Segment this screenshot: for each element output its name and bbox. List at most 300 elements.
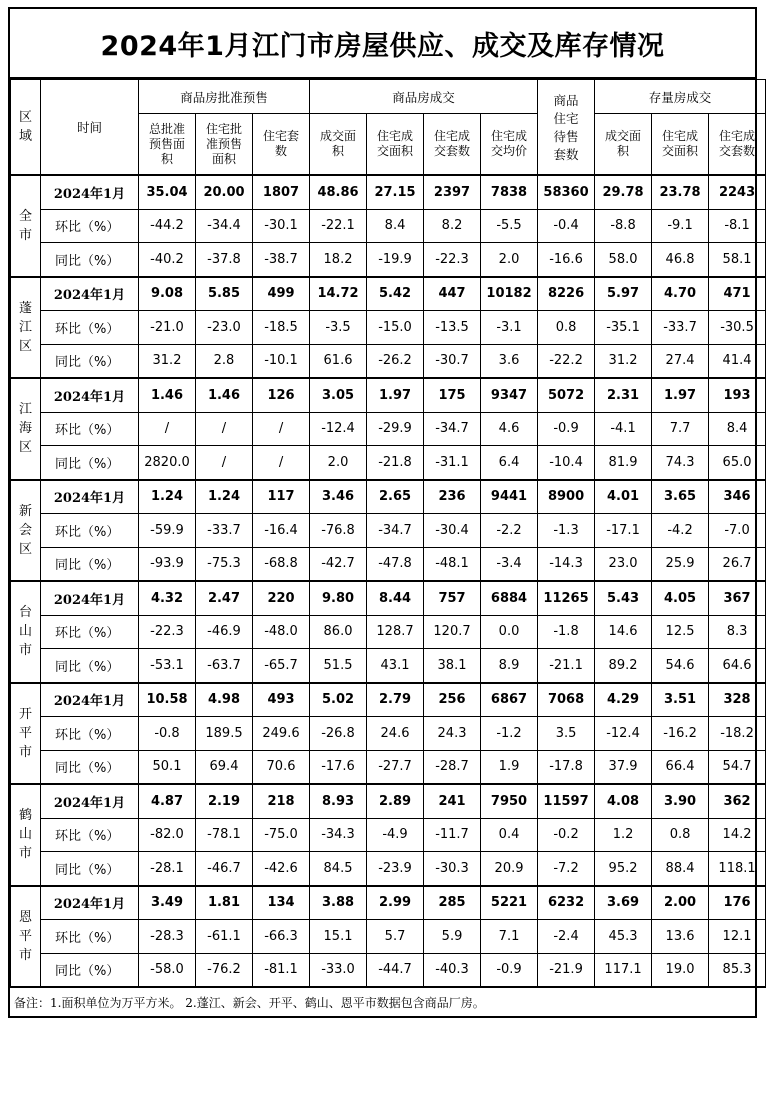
table-cell: -3.4 [481,547,538,581]
table-row [11,547,766,581]
table-row [11,175,766,209]
table-cell: 4.98 [196,683,253,717]
table-cell: 50.1 [139,750,196,784]
table-cell: 3.88 [310,886,367,920]
table-row [11,852,766,886]
table-cell: -16.6 [538,243,595,277]
table-cell: -4.1 [595,412,652,446]
table-cell: -46.7 [196,852,253,886]
table-cell: -23.9 [367,852,424,886]
table-row [11,920,766,954]
table-cell: -2.4 [538,920,595,954]
table-cell: -22.3 [424,243,481,277]
table-cell: -28.7 [424,750,481,784]
table-cell: 4.87 [139,784,196,818]
region-name: 新 会 区 [11,480,41,582]
region-name: 恩 平 市 [11,886,41,988]
table-cell: 2.0 [481,243,538,277]
table-cell: -28.3 [139,920,196,954]
table-cell: 367 [709,581,766,615]
table-cell: 26.7 [709,547,766,581]
table-cell: 61.6 [310,344,367,378]
header-col: 住宅成交套数 [424,114,481,176]
table-cell: -76.8 [310,514,367,548]
table-cell: -75.0 [253,818,310,852]
table-cell: 14.6 [595,615,652,649]
table-cell: 1.97 [367,378,424,412]
table-cell: -31.1 [424,446,481,480]
table-cell: 5.9 [424,920,481,954]
table-row [11,344,766,378]
table-cell: -15.0 [367,311,424,345]
table-cell: 2.8 [196,344,253,378]
table-cell: -18.5 [253,311,310,345]
table-cell: 24.3 [424,717,481,751]
table-cell: 4.70 [652,277,709,311]
table-cell: 3.6 [481,344,538,378]
header-group-supply: 商品房批准预售 [139,80,310,114]
table-cell: -21.1 [538,649,595,683]
table-cell: -22.2 [538,344,595,378]
table-cell: 120.7 [424,615,481,649]
table-cell: -58.0 [139,953,196,987]
table-cell: 31.2 [595,344,652,378]
table-cell: 1.97 [652,378,709,412]
table-cell: 58.1 [709,243,766,277]
table-cell: 447 [424,277,481,311]
table-cell: 362 [709,784,766,818]
table-cell: 126 [253,378,310,412]
header-group-stock: 存量房成交 [595,80,766,114]
table-cell: 66.4 [652,750,709,784]
row-label: 环比（%） [41,514,139,548]
table-row [11,818,766,852]
table-cell: 10.58 [139,683,196,717]
table-cell: 5.97 [595,277,652,311]
table-cell: 757 [424,581,481,615]
table-cell: 14.72 [310,277,367,311]
table-cell: 31.2 [139,344,196,378]
table-cell: 89.2 [595,649,652,683]
table-cell: 9347 [481,378,538,412]
table-cell: 0.8 [652,818,709,852]
table-cell: -4.9 [367,818,424,852]
row-label: 环比（%） [41,412,139,446]
table-cell: -78.1 [196,818,253,852]
table-cell: 8.44 [367,581,424,615]
table-cell: 6884 [481,581,538,615]
table-cell: -53.1 [139,649,196,683]
header-col: 成交面积 [310,114,367,176]
table-cell: 5.43 [595,581,652,615]
table-cell: -21.0 [139,311,196,345]
table-cell: -1.2 [481,717,538,751]
table-cell: 5.42 [367,277,424,311]
table-cell: 1.81 [196,886,253,920]
table-cell: 2820.0 [139,446,196,480]
table-cell: -76.2 [196,953,253,987]
table-cell: -12.4 [595,717,652,751]
table-cell: 85.3 [709,953,766,987]
row-label: 同比（%） [41,852,139,886]
table-cell: 86.0 [310,615,367,649]
table-cell: 8.3 [709,615,766,649]
table-row [11,378,766,412]
table-cell: -11.7 [424,818,481,852]
table-cell: 0.8 [538,311,595,345]
table-cell: 37.9 [595,750,652,784]
table-cell: / [139,412,196,446]
table-cell: 70.6 [253,750,310,784]
header-col: 住宅成交均价 [481,114,538,176]
table-cell: -10.1 [253,344,310,378]
table-cell: -12.4 [310,412,367,446]
table-cell: -61.1 [196,920,253,954]
table-row [11,683,766,717]
table-cell: -22.3 [139,615,196,649]
report-title: 2024年1月江门市房屋供应、成交及库存情况 [10,9,755,79]
table-cell: 27.15 [367,175,424,209]
table-cell: 3.69 [595,886,652,920]
table-cell: 15.1 [310,920,367,954]
table-cell: -37.8 [196,243,253,277]
table-cell: 84.5 [310,852,367,886]
row-label: 环比（%） [41,920,139,954]
table-cell: -34.7 [367,514,424,548]
table-cell: -3.5 [310,311,367,345]
table-cell: 2.99 [367,886,424,920]
table-cell: 117.1 [595,953,652,987]
table-cell: 23.78 [652,175,709,209]
table-cell: 46.8 [652,243,709,277]
table-cell: 3.49 [139,886,196,920]
table-cell: 5.85 [196,277,253,311]
table-cell: 4.6 [481,412,538,446]
header-unsold: 商品住宅待售套数 [538,80,595,176]
table-cell: 256 [424,683,481,717]
table-cell: 9.08 [139,277,196,311]
table-cell: -22.1 [310,209,367,243]
table-cell: -8.1 [709,209,766,243]
table-cell: 8.93 [310,784,367,818]
table-cell: 5.02 [310,683,367,717]
table-cell: 346 [709,480,766,514]
row-label: 环比（%） [41,209,139,243]
row-label: 2024年1月 [41,683,139,717]
table-cell: 2243 [709,175,766,209]
region-name: 江 海 区 [11,378,41,480]
table-cell: -1.8 [538,615,595,649]
table-cell: -40.3 [424,953,481,987]
table-cell: 38.1 [424,649,481,683]
table-cell: -63.7 [196,649,253,683]
table-row [11,649,766,683]
table-cell: 20.9 [481,852,538,886]
row-label: 2024年1月 [41,784,139,818]
row-label: 环比（%） [41,615,139,649]
table-cell: 4.08 [595,784,652,818]
table-cell: -23.0 [196,311,253,345]
footnote: 备注：1.面积单位为万平方米。 2.蓬江、新会、开平、鹤山、恩平市数据包含商品厂房。 [14,995,485,1010]
table-cell: 189.5 [196,717,253,751]
table-cell: -34.7 [424,412,481,446]
table-cell: -16.2 [652,717,709,751]
header-group-deal: 商品房成交 [310,80,538,114]
table-cell: 65.0 [709,446,766,480]
row-label: 同比（%） [41,547,139,581]
table-cell: -40.2 [139,243,196,277]
table-cell: 7950 [481,784,538,818]
table-cell: 8.4 [709,412,766,446]
table-cell: 4.29 [595,683,652,717]
table-cell: 64.6 [709,649,766,683]
table-cell: 58360 [538,175,595,209]
table-cell: 54.6 [652,649,709,683]
table-cell: -82.0 [139,818,196,852]
table-cell: / [253,446,310,480]
table-cell: -33.7 [196,514,253,548]
table-cell: 3.90 [652,784,709,818]
table-cell: 25.9 [652,547,709,581]
table-cell: / [196,412,253,446]
row-label: 同比（%） [41,344,139,378]
table-cell: 2.89 [367,784,424,818]
row-label: 同比（%） [41,953,139,987]
table-cell: -5.5 [481,209,538,243]
data-table [10,79,766,988]
table-cell: 2.65 [367,480,424,514]
table-cell: -35.1 [595,311,652,345]
region-name: 台 山 市 [11,581,41,683]
table-cell: 3.46 [310,480,367,514]
table-cell: -34.3 [310,818,367,852]
table-cell: 220 [253,581,310,615]
table-cell: -0.8 [139,717,196,751]
table-cell: 74.3 [652,446,709,480]
table-cell: -14.3 [538,547,595,581]
table-cell: -17.1 [595,514,652,548]
table-cell: -47.8 [367,547,424,581]
table-cell: 7838 [481,175,538,209]
table-cell: 12.5 [652,615,709,649]
table-cell: 471 [709,277,766,311]
table-cell: -7.2 [538,852,595,886]
table-cell: 54.7 [709,750,766,784]
table-cell: 193 [709,378,766,412]
table-cell: 1.46 [196,378,253,412]
table-cell: 7.7 [652,412,709,446]
table-cell: / [196,446,253,480]
table-row [11,750,766,784]
table-cell: -44.2 [139,209,196,243]
row-label: 环比（%） [41,717,139,751]
table-cell: 11597 [538,784,595,818]
table-cell: 10182 [481,277,538,311]
table-row [11,514,766,548]
table-cell: 81.9 [595,446,652,480]
table-cell: 12.1 [709,920,766,954]
table-cell: 241 [424,784,481,818]
table-cell: 41.4 [709,344,766,378]
table-cell: 128.7 [367,615,424,649]
row-label: 同比（%） [41,649,139,683]
table-cell: 2.0 [310,446,367,480]
table-cell: 8.2 [424,209,481,243]
table-cell: -26.2 [367,344,424,378]
table-cell: 35.04 [139,175,196,209]
table-cell: 6.4 [481,446,538,480]
table-row [11,209,766,243]
table-row [11,446,766,480]
table-cell: 7.1 [481,920,538,954]
table-cell: 14.2 [709,818,766,852]
row-label: 环比（%） [41,818,139,852]
table-row [11,243,766,277]
table-cell: 45.3 [595,920,652,954]
table-cell: 3.05 [310,378,367,412]
table-cell: 4.32 [139,581,196,615]
table-cell: 2.31 [595,378,652,412]
header-time: 时间 [41,80,139,176]
table-cell: 24.6 [367,717,424,751]
table-row [11,953,766,987]
table-cell: 236 [424,480,481,514]
table-row [11,480,766,514]
table-cell: -66.3 [253,920,310,954]
table-cell: 8.9 [481,649,538,683]
table-cell: -13.5 [424,311,481,345]
table-cell: 5072 [538,378,595,412]
row-label: 2024年1月 [41,480,139,514]
region-name: 开 平 市 [11,683,41,785]
table-cell: -19.9 [367,243,424,277]
table-cell: -38.7 [253,243,310,277]
table-cell: 58.0 [595,243,652,277]
table-cell: 0.0 [481,615,538,649]
header-col: 成交面积 [595,114,652,176]
table-row [11,311,766,345]
table-cell: -4.2 [652,514,709,548]
table-cell: 134 [253,886,310,920]
table-cell: -9.1 [652,209,709,243]
table-cell: 2.79 [367,683,424,717]
table-cell: 6232 [538,886,595,920]
table-cell: 176 [709,886,766,920]
header-col: 住宅成交面积 [652,114,709,176]
table-cell: -33.7 [652,311,709,345]
table-cell: 1.9 [481,750,538,784]
table-cell: 51.5 [310,649,367,683]
table-cell: 1.2 [595,818,652,852]
table-cell: 11265 [538,581,595,615]
table-cell: -21.8 [367,446,424,480]
region-name: 鹤 山 市 [11,784,41,886]
table-cell: -1.3 [538,514,595,548]
table-cell: 43.1 [367,649,424,683]
row-label: 2024年1月 [41,277,139,311]
table-cell: 23.0 [595,547,652,581]
table-cell: -93.9 [139,547,196,581]
table-cell: 5221 [481,886,538,920]
table-cell: -28.1 [139,852,196,886]
table-cell: -0.9 [481,953,538,987]
row-label: 2024年1月 [41,175,139,209]
table-cell: 29.78 [595,175,652,209]
table-row [11,277,766,311]
table-cell: 1.46 [139,378,196,412]
table-cell: 285 [424,886,481,920]
table-row [11,717,766,751]
table-cell: -81.1 [253,953,310,987]
table-row [11,615,766,649]
table-cell: 9441 [481,480,538,514]
table-cell: -17.6 [310,750,367,784]
table-cell: -30.3 [424,852,481,886]
table-row [11,886,766,920]
table-cell: -30.1 [253,209,310,243]
table-cell: 8.4 [367,209,424,243]
table-cell: -21.9 [538,953,595,987]
table-cell: -30.7 [424,344,481,378]
table-cell: 0.4 [481,818,538,852]
report-sheet [8,7,757,1018]
table-row [11,581,766,615]
table-cell: -34.4 [196,209,253,243]
table-cell: 18.2 [310,243,367,277]
table-row [11,412,766,446]
table-cell: 9.80 [310,581,367,615]
table-cell: -33.0 [310,953,367,987]
table-cell: 6867 [481,683,538,717]
row-label: 2024年1月 [41,581,139,615]
table-cell: -0.2 [538,818,595,852]
table-cell: -75.3 [196,547,253,581]
table-cell: 2.47 [196,581,253,615]
table-cell: -3.1 [481,311,538,345]
table-cell: / [253,412,310,446]
table-cell: -65.7 [253,649,310,683]
table-cell: 5.7 [367,920,424,954]
table-cell: -16.4 [253,514,310,548]
table-cell: 19.0 [652,953,709,987]
header-col: 总批准预售面积 [139,114,196,176]
table-cell: 3.5 [538,717,595,751]
table-cell: 13.6 [652,920,709,954]
table-cell: 1.24 [139,480,196,514]
table-cell: -7.0 [709,514,766,548]
table-cell: 8900 [538,480,595,514]
table-cell: 2.00 [652,886,709,920]
header-col: 住宅成交套数 [709,114,766,176]
table-cell: -59.9 [139,514,196,548]
table-cell: 4.01 [595,480,652,514]
table-cell: -48.0 [253,615,310,649]
table-cell: -18.2 [709,717,766,751]
row-label: 同比（%） [41,446,139,480]
table-cell: 7068 [538,683,595,717]
region-name: 蓬 江 区 [11,277,41,379]
row-label: 2024年1月 [41,886,139,920]
table-cell: -10.4 [538,446,595,480]
table-cell: 117 [253,480,310,514]
table-cell: -42.6 [253,852,310,886]
table-cell: -2.2 [481,514,538,548]
row-label: 同比（%） [41,243,139,277]
table-cell: 499 [253,277,310,311]
table-cell: 1807 [253,175,310,209]
row-label: 2024年1月 [41,378,139,412]
row-label: 同比（%） [41,750,139,784]
